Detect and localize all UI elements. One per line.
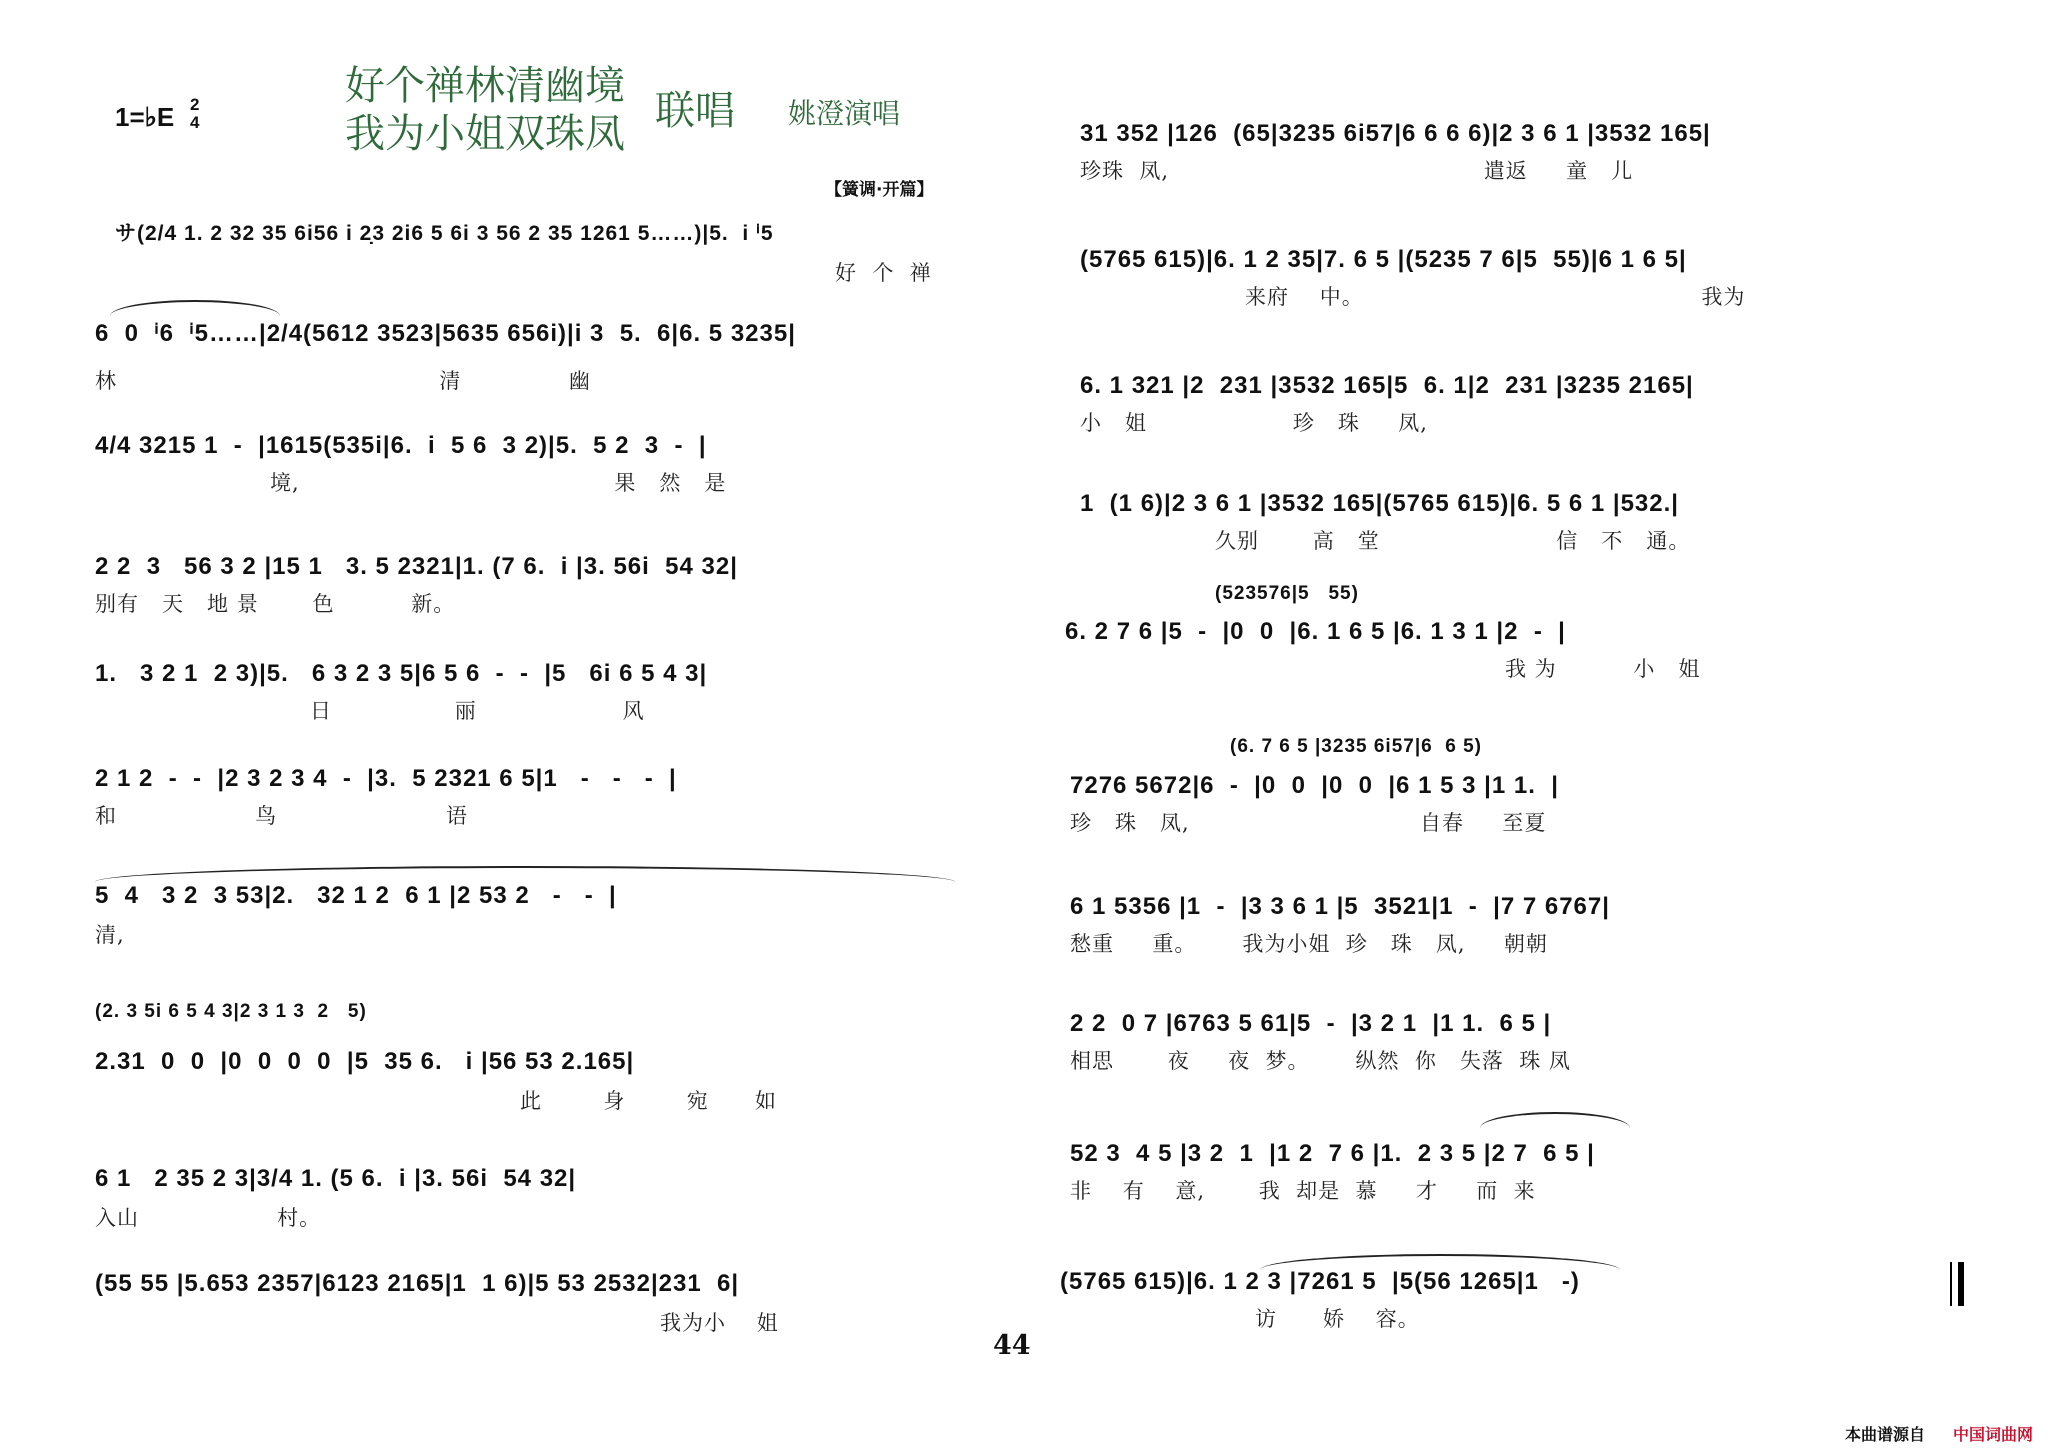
left-system-5-notes: 1. 3 2 1 2 3)|5. 6 3 2 3 5|6 5 6 - - |5 6i 6 5 4 3| <box>95 660 708 687</box>
right-system-2-notes: (5765 615)|6. 1 2 35|7. 6 5 |(5235 7 6|5 55)|6 1 6 5| <box>1080 246 1687 273</box>
final-barline-thick <box>1958 1262 1964 1306</box>
left-system-6-notes: 2 1 2 - - |2 3 2 3 4 - |3. 5 2321 6 5|1 - - - | <box>95 765 677 792</box>
right-system-1-lyrics: 珍珠 凤, 遣返 童 儿 <box>1080 159 1634 183</box>
right-system-10-lyrics: 相思 夜 夜 梦。 纵然 你 失落 珠 凤 <box>1070 1049 1571 1073</box>
key-signature: 1=♭E <box>115 102 175 132</box>
right-system-11-notes: 52 3 4 5 |3 2 1 |1 2 7 6 |1. 2 3 5 |2 7 6 5 | <box>1070 1140 1595 1167</box>
right-system-12-notes: (5765 615)|6. 1 2 3 |7261 5 |5(56 1265|1 -) <box>1060 1268 1580 1295</box>
song-title-line-2: 我为小姐双珠凤 <box>345 111 625 157</box>
slur-mark <box>1260 1254 1620 1270</box>
page-number: 44 <box>993 1330 1031 1361</box>
right-system-3-notes: 6. 1 321 |2 231 |3532 165|5 6. 1|2 231 |3235 2165| <box>1080 372 1694 399</box>
right-system-4-notes: 1 (1 6)|2 3 6 1 |3532 165|(5765 615)|6. 5 6 1 |532.| <box>1080 490 1680 517</box>
right-system-6-notes: 6. 2 7 6 |5 - |0 0 |6. 1 6 5 |6. 1 3 1 |2 - | <box>1065 618 1566 645</box>
left-system-4-notes: 2 2 3 56 3 2 |15 1 3. 5 2321|1. (7 6. i |3. 56i 54 32| <box>95 553 738 580</box>
right-system-6-lyrics: 我 为 小 姐 <box>1505 657 1701 681</box>
left-system-11-notes: (55 55 |5.653 2357|6123 2165|1 1 6)|5 53 2532|231 6| <box>95 1270 740 1297</box>
song-title-line-1: 好个禅林清幽境 <box>345 63 625 109</box>
right-system-1-notes: 31 352 |126 (65|3235 6i57|6 6 6 6)|2 3 6 1 |3532 165| <box>1080 120 1711 147</box>
time-signature <box>190 96 199 132</box>
meter-bottom: 4 <box>190 113 200 132</box>
right-system-12-lyrics: 访 娇 容。 <box>1255 1307 1420 1331</box>
right-system-9-lyrics: 愁重 重。 我为小姐 珍 珠 凤, 朝朝 <box>1070 932 1548 956</box>
left-system-6-lyrics: 和 鸟 语 <box>95 804 469 828</box>
right-system-8-lyrics: 珍 珠 凤, 自春 至夏 <box>1070 811 1547 835</box>
left-system-1-lyrics: 好 个 禅 <box>835 261 932 285</box>
left-system-10-notes: 6 1 2 35 2 3|3/4 1. (5 6. i |3. 56i 54 32| <box>95 1165 577 1192</box>
left-system-2-notes: 6 0 ⁱ6 ⁱ5……|2/4(5612 3523|5635 656i)|i 3 5. 6|6. 5 3235| <box>95 320 796 347</box>
left-system-7-notes: 5 4 3 2 3 53|2. 32 1 2 6 1 |2 53 2 - - | <box>95 882 617 909</box>
meter-top: 2 <box>190 95 200 114</box>
right-system-4-lyrics: 久别 高 堂 信 不 通。 <box>1215 529 1691 553</box>
source-label: 本曲谱源自 <box>1845 1425 1926 1444</box>
right-system-5-notes: (523576|5 55) <box>1215 583 1359 604</box>
left-system-9-lyrics: 此 身 宛 如 <box>520 1089 777 1113</box>
right-system-10-notes: 2 2 0 7 |6763 5 61|5 - |3 2 1 |1 1. 6 5 | <box>1070 1010 1552 1037</box>
left-system-2-lyrics: 林 清 幽 <box>95 369 591 393</box>
left-system-5-lyrics: 日 丽 风 <box>310 699 645 723</box>
slur-mark <box>110 300 280 316</box>
right-system-8-notes: 7276 5672|6 - |0 0 |0 0 |6 1 5 3 |1 1. | <box>1070 772 1559 799</box>
joint-singing-label: 联唱 <box>655 88 735 134</box>
performer-credit: 姚澄演唱 <box>788 97 901 130</box>
left-system-4-lyrics: 别有 天 地 景 色 新。 <box>95 592 456 616</box>
left-system-1-notes: サ(2/4 1. 2 32 35 6i56 i 2̣3 2i6 5 6i 3 56 2 35 1261 5……)|5. i ⁱ5 <box>115 222 774 245</box>
left-system-10-lyrics: 入山 村。 <box>95 1206 322 1230</box>
left-system-11-lyrics: 我为小 姐 <box>660 1311 779 1335</box>
right-system-3-lyrics: 小 姐 珍 珠 凤, <box>1080 411 1428 435</box>
left-system-3-lyrics: 境, 果 然 是 <box>270 471 727 495</box>
slur-mark <box>1480 1112 1630 1128</box>
section-tag: 【簧调·开篇】 <box>825 180 934 200</box>
right-system-11-lyrics: 非 有 意, 我 却是 慕 才 而 来 <box>1070 1179 1536 1203</box>
slur-mark <box>95 866 955 882</box>
source-site-link[interactable]: 中国词曲网 <box>1953 1425 2034 1444</box>
right-system-2-lyrics: 来府 中。 我为 <box>1245 285 1746 309</box>
left-system-8-notes: (2. 3 5i 6 5 4 3|2 3 1 3 2 5) <box>95 1001 367 1022</box>
left-system-3-notes: 4/4 3215 1 - |1615(535i|6. i 5 6 3 2)|5. 5 2 3 - | <box>95 432 707 459</box>
left-system-7-lyrics: 清, <box>95 923 125 947</box>
left-system-9-notes: 2.31 0 0 |0 0 0 0 |5 35 6. i |56 53 2.165| <box>95 1048 635 1075</box>
right-system-7-notes: (6. 7 6 5 |3235 6i57|6 6 5) <box>1230 736 1483 757</box>
final-barline-thin <box>1950 1262 1952 1306</box>
right-system-9-notes: 6 1 5356 |1 - |3 3 6 1 |5 3521|1 - |7 7 6767| <box>1070 893 1610 920</box>
